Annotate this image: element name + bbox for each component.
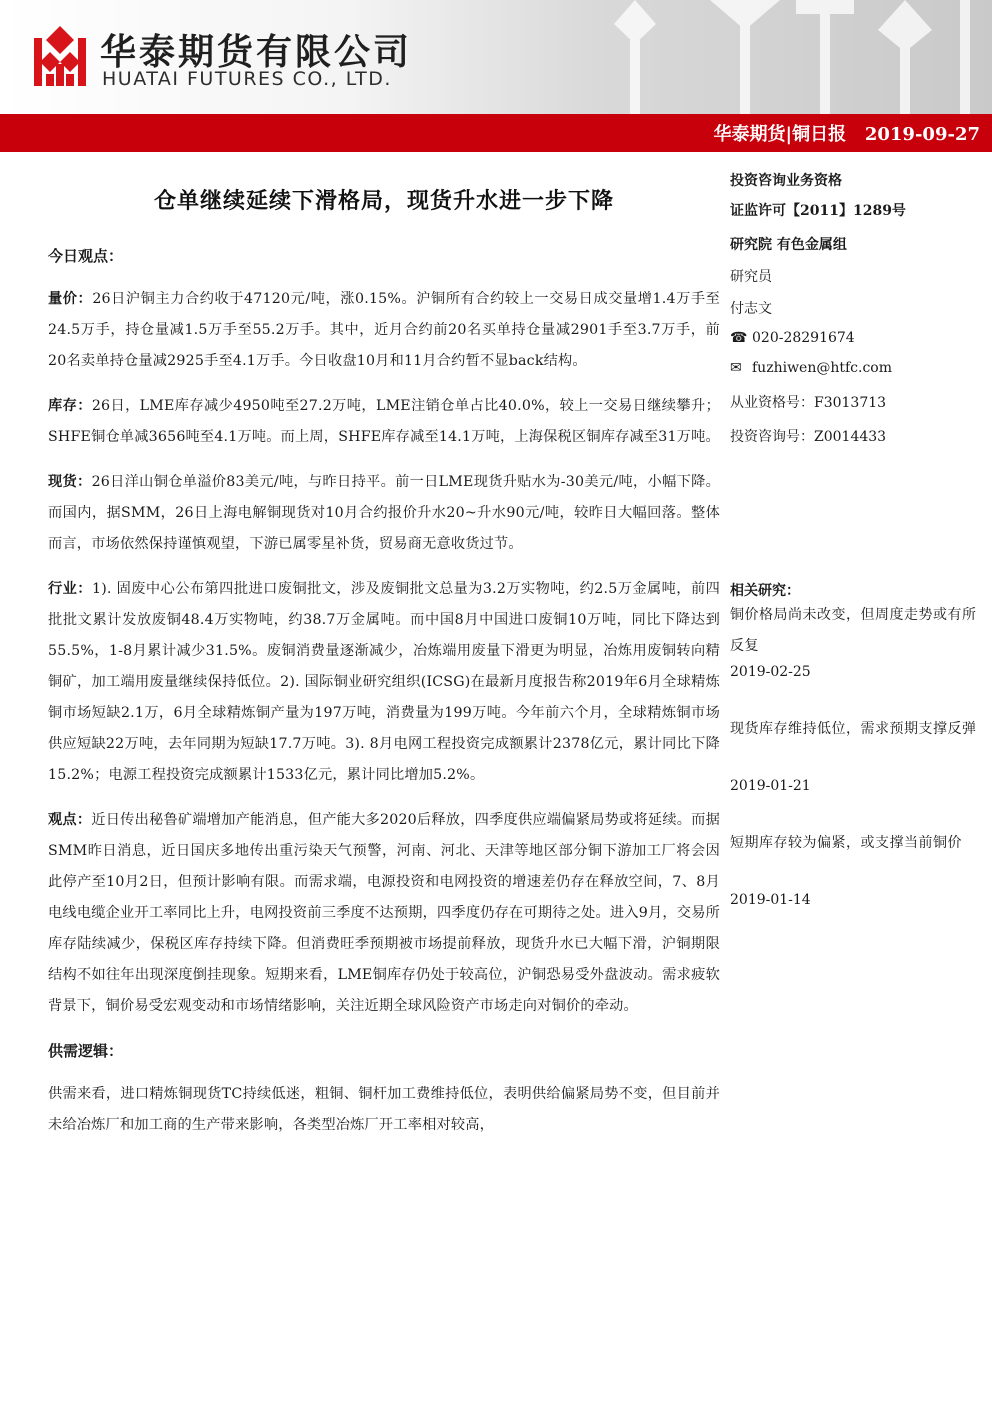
section-label: 现货： [48,474,92,490]
section-label: 观点： [48,812,92,828]
researcher-label: 研究员 [730,269,772,285]
today-heading: 今日观点： [48,247,124,265]
company-name-cn: 华泰期货有限公司 [100,32,413,73]
related-item-date: 2019-01-21 [730,778,811,794]
section-text: 近日传出秘鲁矿端增加产能消息，但产能大多2020后释放，四季度供应端偏紧局势或将延续。而据SMM昨日消息，近日国庆多地传出重污染天气预警，河南、河北、天津等地区部分铜下游加工厂将会因此停产至10月2日，但预计影响有限。而需求端，电源投资和电网投资的增速差仍存在释放空间，7、8月电线电缆企业开工率同比上升，电网投资前三季度不达预期，四季度仍存在可期待之处。进入9月，交易所库存陆续减少，保税区库存持续下降。但消费旺季预期被市场提前释放，现货升水已大幅下滑，沪铜期限结构不如往年出现深度倒挂现象。短期来看，LME铜库存仍处于较高位，沪铜恐易受外盘波动。需求疲软背景下，铜价易受宏观变动和市场情绪影响，关注近期全球风险资产市场走向对铜价的牵动。 [48,812,721,1014]
envelope-icon: ✉ [730,360,742,376]
report-label-date: 华泰期货|铜日报 2019-09-27 [713,124,980,145]
article-title: 仓单继续延续下滑格局，现货升水进一步下降 [153,188,614,214]
section-view [48,805,720,1022]
related-item[interactable] [730,828,984,859]
related-item-title[interactable]: 现货库存维持低位，需求预期支撑反弹 [730,721,977,737]
related-research-heading: 相关研究： [730,583,800,599]
section-text: 26日沪铜主力合约收于47120元/吨，涨0.15%。沪铜所有合约较上一交易日成交量增1.4万手至24.5万手，持仓量减1.5万手至55.2万手。其中，近月合约前20名买单持仓量减2901手至3.7万手，前20名卖单持仓量减2925手至4.1万手。今日收盘10月和11月合约暂不显back结构。 [48,291,720,369]
supply-demand-text: 供需来看，进口精炼铜现货TC持续低迷，粗铜、铜杆加工费维持低位，表明供给偏紧局势不变，但目前并未给冶炼厂和加工商的生产带来影响，各类型冶炼厂开工率相对较高， [48,1086,720,1133]
consult-number: 投资咨询号：Z0014433 [730,429,887,445]
phone-number: 020-28291674 [752,330,855,346]
section-text: 1). 固废中心公布第四批进口废铜批文，涉及废铜批文总量为3.2万实物吨，约2.5万金属吨，前四批批文累计发放废铜48.4万实物吨，约38.7万金属吨。而中国8月中国进口废铜10万吨，同比下降达到55.5%，1-8月累计减少31.5%。废铜消费量逐渐减少，冶炼端用废量下滑更为明显，冶炼用废铜转向精铜矿，加工端用废量继续保持低位。2). 国际铜业研究组织(ICSG)在最新月度报告称2019年6月全球精炼铜市场短缺2.1万，6月全球精炼铜产量为197万吨，消费量为199万吨。今年前六个月，全球精炼铜市场供应短缺22万吨，去年同期为短缺17.7万吨。3). 8月电网工程投资完成额累计2378亿元，累计同比下降15.2%；电源工程投资完成额累计1533亿元，累计同比增加5.2%。 [48,581,720,783]
related-item-date: 2019-02-25 [730,664,811,680]
related-item[interactable] [730,714,984,745]
report-bar [0,114,992,152]
related-item-title[interactable]: 短期库存较为偏紧，或支撑当前铜价 [730,835,962,851]
section-label: 库存： [48,398,92,414]
qualification-title: 投资咨询业务资格 [730,173,842,189]
related-item[interactable] [730,600,984,662]
phone-icon: ☎ [730,330,748,346]
phone-row [730,330,855,346]
section-label: 行业： [48,581,92,597]
email-row [730,360,892,376]
supply-demand-heading: 供需逻辑： [48,1042,124,1060]
section-spot [48,467,720,560]
article-body [48,176,720,1141]
certificate-number: 从业资格号：F3013713 [730,395,887,411]
huatai-logo-icon [34,24,86,88]
related-item-date: 2019-01-14 [730,892,811,908]
license-number: 证监许可【2011】1289号 [730,203,906,219]
company-name-en: HUATAI FUTURES CO., LTD. [102,68,392,90]
section-inventory [48,391,720,453]
section-industry [48,574,720,791]
institute-name: 研究院 有色金属组 [730,237,847,253]
section-text: 26日，LME库存减少4950吨至27.2万吨，LME注销仓单占比40.0%，较上一交易日继续攀升；SHFE铜仓单减3656吨至4.1万吨。而上周，SHFE库存减至14.1万吨，上海保税区铜库存减至31万吨。 [48,398,720,445]
page-header [0,0,992,114]
section-text: 26日洋山铜仓单溢价83美元/吨，与昨日持平。前一日LME现货升贴水为-30美元/吨，小幅下降。而国内，据SMM，26日上海电解铜现货对10月合约报价升水20~升水90元/吨，较昨日大幅回落。整体而言，市场依然保持谨慎观望，下游已属零星补货，贸易商无意收货过节。 [48,474,721,552]
related-item-title[interactable]: 铜价格局尚未改变，但周度走势或有所反复 [730,607,977,654]
section-label: 量价： [48,291,93,307]
email-address[interactable]: fuzhiwen@htfc.com [752,360,893,376]
section-volume-price [48,284,720,377]
researcher-name: 付志文 [730,301,772,317]
header-decoration [560,0,992,114]
